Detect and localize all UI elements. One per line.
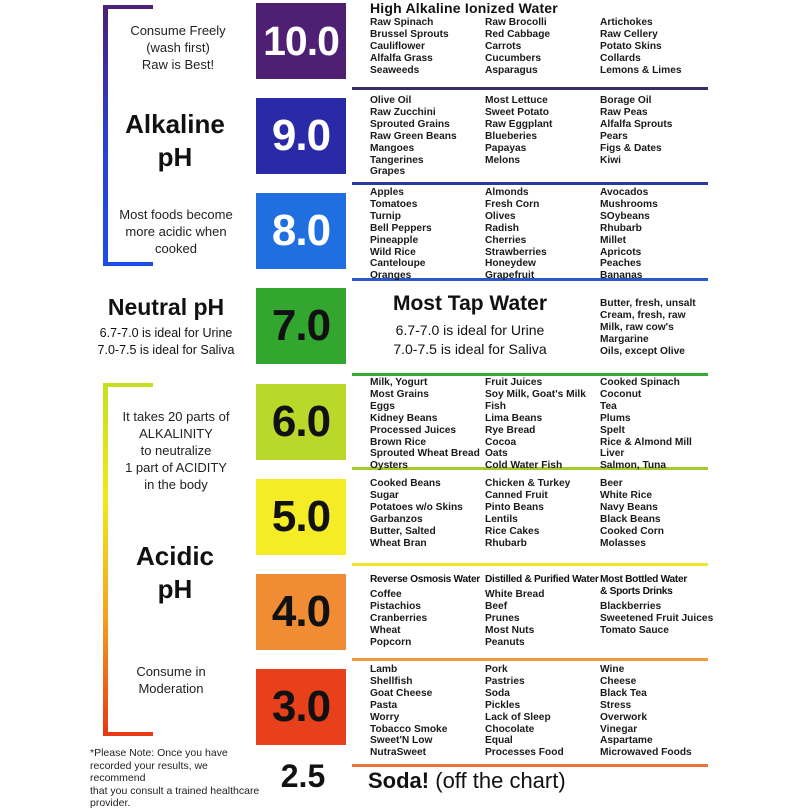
alkaline-ph-heading	[115, 108, 235, 174]
food-item: Overwork	[600, 711, 647, 723]
food-item: Butter, Salted	[370, 525, 436, 537]
food-item: Cauliflower	[370, 40, 425, 52]
food-item: Shellfish	[370, 675, 413, 687]
food-item: Worry	[370, 711, 400, 723]
food-item: Black Beans	[600, 513, 661, 525]
food-item: Olives	[485, 210, 516, 222]
food-item: Tangerines	[370, 154, 424, 166]
food-item: Alfalfa Grass	[370, 52, 433, 64]
food-item: Sugar	[370, 489, 399, 501]
soda-line	[368, 768, 566, 794]
food-item: Raw Zucchini	[370, 106, 436, 118]
note-line: to neutralize	[140, 443, 212, 458]
food-item: Processed Juices	[370, 424, 457, 436]
ph9-col-1	[370, 95, 457, 178]
food-item: Coffee	[370, 589, 402, 600]
food-item: Pasta	[370, 699, 398, 711]
food-item: Oysters	[370, 460, 408, 472]
food-item: Wheat Bran	[370, 537, 427, 549]
food-item: Borage Oil	[600, 95, 652, 106]
ph4-head-3	[600, 574, 687, 598]
food-item: Canned Fruit	[485, 489, 548, 501]
food-item: Rice Cakes	[485, 525, 540, 537]
food-item: Bell Peppers	[370, 222, 432, 234]
ph3-col-1	[370, 664, 447, 759]
ph6-col-2	[485, 377, 586, 472]
head-line: & Sports Drinks	[600, 585, 673, 597]
ph4-col-2	[485, 589, 544, 649]
note-line: 7.0-7.5 is ideal for Saliva	[393, 341, 547, 357]
food-item: Microwaved Foods	[600, 747, 692, 759]
food-item: Cheese	[600, 675, 637, 687]
food-item: Chocolate	[485, 723, 535, 735]
food-item: Rhubarb	[485, 537, 527, 549]
food-item: Raw Peas	[600, 106, 648, 118]
divider-ph9	[352, 182, 708, 185]
food-item: Cocoa	[485, 436, 517, 448]
food-item: Fresh Corn	[485, 198, 540, 210]
acidic-ph-heading	[115, 540, 235, 606]
note-line: 7.0-7.5 is ideal for Saliva	[97, 343, 235, 357]
food-item: Sprouted Wheat Bread	[370, 448, 480, 460]
food-item: Liver	[600, 448, 625, 460]
food-item: Most Grains	[370, 388, 429, 400]
food-item: Blackberries	[600, 601, 662, 612]
food-item: Raw Cellery	[600, 28, 658, 40]
food-item: Lamb	[370, 664, 398, 675]
food-item: Tea	[600, 400, 617, 412]
off-chart-label: (off the chart)	[435, 768, 566, 793]
food-item: Navy Beans	[600, 501, 658, 513]
ph10-title: High Alkaline Ionized Water	[370, 0, 558, 16]
ph9-col-3	[600, 95, 672, 166]
divider-ph5	[352, 563, 708, 566]
food-item: Coconut	[600, 388, 642, 400]
note-line: Consume Freely	[130, 23, 226, 38]
ph-2-5-label: 2.5	[280, 758, 326, 794]
ph3-col-3	[600, 664, 692, 759]
food-item: Pickles	[485, 699, 521, 711]
food-item: Salmon, Tuna	[600, 460, 667, 472]
neutral-ph-heading: Neutral pH	[107, 294, 225, 320]
ph5-col-3	[600, 478, 664, 549]
food-item: Rhubarb	[600, 222, 642, 234]
food-item: NutraSweet	[370, 747, 427, 759]
food-item: Figs & Dates	[600, 142, 662, 154]
ph3-col-2	[485, 664, 564, 759]
ph-4-box: 4.0	[256, 574, 346, 650]
food-item: Lentils	[485, 513, 518, 525]
ph-8-box: 8.0	[256, 193, 346, 269]
food-item: Honeydew	[485, 258, 536, 270]
ph9-col-2	[485, 95, 552, 166]
food-item: Red Cabbage	[485, 28, 551, 40]
food-item: Pinto Beans	[485, 501, 544, 513]
food-item: Wine	[600, 664, 625, 675]
ph7-notes	[352, 321, 588, 359]
food-item: Cranberries	[370, 612, 428, 624]
food-item: Alfalfa Sprouts	[600, 118, 673, 130]
food-item: Brown Rice	[370, 436, 427, 448]
note-line: Consume in	[136, 664, 206, 679]
food-item: Tomato Sauce	[600, 624, 669, 636]
ph10-col-3	[600, 17, 682, 77]
heading-line: pH	[157, 142, 193, 172]
food-item: Potato Skins	[600, 40, 662, 52]
ph6-col-3	[600, 377, 692, 472]
food-item: Raw Green Beans	[370, 130, 457, 142]
food-item: Rice & Almond Mill	[600, 436, 692, 448]
note-line: 1 part of ACIDITY	[125, 460, 227, 475]
food-item: Cream, fresh, raw	[600, 309, 686, 321]
food-item: Pork	[485, 664, 508, 675]
ph4-head-2: Distilled & Purified Water	[485, 574, 599, 585]
note-line: (wash first)	[146, 40, 210, 55]
food-item: Lima Beans	[485, 412, 543, 424]
food-item: Cold Water Fish	[485, 460, 563, 472]
note-line: Raw is Best!	[141, 57, 215, 72]
food-item: Soda	[485, 687, 510, 699]
food-item: Apricots	[600, 246, 642, 258]
food-item: Grapes	[370, 166, 406, 178]
alkalinity-note	[112, 408, 240, 493]
food-item: White Bread	[485, 589, 545, 600]
food-item: Milk, raw cow's	[600, 321, 674, 333]
food-item: Milk, Yogurt	[370, 377, 428, 388]
food-item: Potatoes w/o Skins	[370, 501, 463, 513]
food-item: Millet	[600, 234, 627, 246]
most-foods-note	[112, 206, 240, 257]
food-item: Sweetened Fruit Juices	[600, 612, 714, 624]
food-item: Wheat	[370, 624, 401, 636]
food-item: Lemons & Limes	[600, 64, 682, 76]
ph6-col-1	[370, 377, 480, 472]
food-item: Mushrooms	[600, 198, 658, 210]
divider-ph10	[352, 87, 708, 90]
divider-ph4	[352, 658, 708, 661]
ph8-col-1	[370, 187, 432, 282]
note-line: 6.7-7.0 is ideal for Urine	[395, 322, 545, 338]
food-item: Stress	[600, 699, 632, 711]
food-item: Raw Spinach	[370, 17, 434, 28]
consume-freely-note	[115, 22, 241, 73]
ph4-head-1: Reverse Osmosis Water	[370, 574, 480, 585]
food-item: Mangoes	[370, 142, 415, 154]
ph8-col-2	[485, 187, 547, 282]
food-item: Peanuts	[485, 636, 525, 648]
food-item: Raw Brocolli	[485, 17, 547, 28]
note-line: ALKALINITY	[139, 426, 213, 441]
ph8-col-3	[600, 187, 658, 282]
heading-line: pH	[157, 574, 193, 604]
food-item: Tobacco Smoke	[370, 723, 448, 735]
note-line: cooked	[155, 241, 197, 256]
ph5-col-2	[485, 478, 570, 549]
food-item: Apples	[370, 187, 404, 198]
ph5-col-1	[370, 478, 463, 549]
food-item: Melons	[485, 154, 521, 166]
food-item: Cooked Corn	[600, 525, 664, 537]
heading-line: Alkaline	[125, 109, 225, 139]
food-item: Processes Food	[485, 747, 564, 759]
heading-line: Acidic	[135, 541, 215, 571]
food-item: Blueberies	[485, 130, 538, 142]
food-item: Fruit Juices	[485, 377, 543, 388]
ph4-col-3	[600, 601, 713, 637]
food-item: Strawberries	[485, 246, 547, 258]
food-item: Artichokes	[600, 17, 653, 28]
food-item: Pistachios	[370, 600, 421, 612]
head-line: Most Bottled Water	[600, 574, 688, 585]
ph-10-box: 10.0	[256, 3, 346, 79]
food-item: Black Tea	[600, 687, 647, 699]
food-item: Kiwi	[600, 154, 621, 166]
food-item: White Rice	[600, 489, 653, 501]
food-item: Radish	[485, 222, 519, 234]
food-item: Collards	[600, 52, 641, 64]
footnote-line: *Please Note: Once you have	[90, 747, 228, 759]
food-item: Equal	[485, 735, 513, 747]
food-item: Brussel Sprouts	[370, 28, 449, 40]
food-item: Chicken & Turkey	[485, 478, 571, 489]
food-item: Sweet Potato	[485, 106, 549, 118]
food-item: Lack of Sleep	[485, 711, 551, 723]
food-item: Bananas	[600, 270, 643, 282]
food-item: Almonds	[485, 187, 529, 198]
food-item: Asparagus	[485, 64, 538, 76]
note-line: more acidic when	[125, 224, 227, 239]
food-item: Popcorn	[370, 636, 412, 648]
food-item: Goat Cheese	[370, 687, 433, 699]
food-item: Pears	[600, 130, 628, 142]
divider-ph7	[352, 373, 708, 376]
ph-9-box: 9.0	[256, 98, 346, 174]
neutral-notes	[82, 325, 250, 359]
note-line: It takes 20 parts of	[122, 409, 230, 424]
food-item: Grapefruit	[485, 270, 535, 282]
ph10-col-2	[485, 17, 550, 77]
food-item: Pineapple	[370, 234, 419, 246]
ph7-col	[600, 298, 696, 358]
footnote	[90, 747, 260, 810]
food-item: Plums	[600, 412, 631, 424]
divider-ph3	[352, 764, 708, 767]
food-item: Fish	[485, 400, 506, 412]
food-item: Spelt	[600, 424, 625, 436]
food-item: Sweet'N Low	[370, 735, 433, 747]
ph10-col-1	[370, 17, 449, 77]
food-item: Cherries	[485, 234, 527, 246]
food-item: Rye Bread	[485, 424, 536, 436]
food-item: Eggs	[370, 400, 395, 412]
ph-3-box: 3.0	[256, 669, 346, 745]
food-item: Molasses	[600, 537, 646, 549]
ph-6-box: 6.0	[256, 384, 346, 460]
food-item: Carrots	[485, 40, 522, 52]
food-item: SOybeans	[600, 210, 650, 222]
food-item: Garbanzos	[370, 513, 423, 525]
food-item: Butter, fresh, unsalt	[600, 298, 696, 309]
food-item: Most Lettuce	[485, 95, 548, 106]
food-item: Olive Oil	[370, 95, 412, 106]
food-item: Oils, except Olive	[600, 345, 685, 357]
food-item: Turnip	[370, 210, 401, 222]
food-item: Tomatoes	[370, 198, 418, 210]
food-item: Oats	[485, 448, 508, 460]
moderation-note	[115, 663, 227, 697]
food-item: Margarine	[600, 333, 649, 345]
food-item: Beef	[485, 600, 508, 612]
food-item: Soy Milk, Goat's Milk	[485, 388, 586, 400]
food-item: Peaches	[600, 258, 642, 270]
footnote-line: recorded your results, we recommend	[90, 759, 208, 784]
ph4-col-1	[370, 589, 427, 649]
food-item: Pastries	[485, 675, 525, 687]
food-item: Papayas	[485, 142, 527, 154]
ph7-title: Most Tap Water	[392, 292, 547, 315]
note-line: Most foods become	[119, 207, 233, 222]
food-item: Canteloupe	[370, 258, 426, 270]
food-item: Beer	[600, 478, 623, 489]
food-item: Avocados	[600, 187, 649, 198]
food-item: Raw Eggplant	[485, 118, 553, 130]
food-item: Cucumbers	[485, 52, 542, 64]
food-item: Sprouted Grains	[370, 118, 450, 130]
footnote-line: provider.	[90, 797, 131, 809]
food-item: Wild Rice	[370, 246, 416, 258]
food-item: Aspartame	[600, 735, 653, 747]
soda-label: Soda!	[368, 768, 430, 793]
footnote-line: that you consult a trained healthcare	[90, 784, 260, 797]
food-item: Seaweeds	[370, 64, 420, 76]
food-item: Vinegar	[600, 723, 638, 735]
food-item: Oranges	[370, 270, 412, 282]
ph-7-box: 7.0	[256, 288, 346, 364]
note-line: in the body	[144, 477, 208, 492]
note-line: 6.7-7.0 is ideal for Urine	[99, 326, 233, 340]
food-item: Most Nuts	[485, 624, 535, 636]
food-item: Kidney Beans	[370, 412, 438, 424]
food-item: Cooked Spinach	[600, 377, 680, 388]
food-item: Prunes	[485, 612, 520, 624]
food-item: Cooked Beans	[370, 478, 441, 489]
note-line: Moderation	[138, 681, 204, 696]
ph-5-box: 5.0	[256, 479, 346, 555]
